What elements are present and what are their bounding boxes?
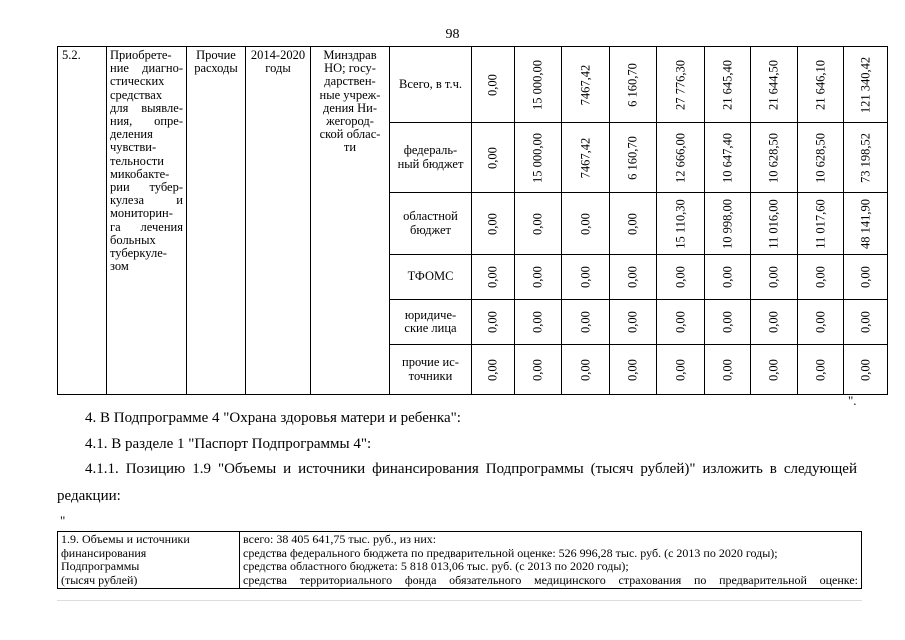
amount-cell — [798, 193, 844, 255]
amount-value: 10 998,00 — [719, 198, 734, 249]
amount-cell — [705, 193, 751, 255]
amount-cell — [610, 123, 657, 193]
amount-cell — [515, 47, 562, 123]
amount-value: 0,00 — [672, 311, 687, 333]
table-row — [58, 47, 888, 123]
amount-cell — [751, 255, 798, 300]
financing-table — [57, 46, 888, 395]
amount-value: 0,00 — [530, 358, 545, 381]
executor-line: НО; госу- — [324, 61, 376, 76]
executor-line: дения Ни- — [322, 100, 378, 115]
period-cell — [246, 47, 311, 395]
amount-cell — [798, 47, 844, 123]
funding-source-cell — [390, 123, 472, 193]
amount-value: 0,00 — [857, 358, 872, 381]
description-line: га лечения — [110, 219, 183, 234]
amount-value: 15 000,00 — [530, 59, 545, 110]
passport-label-line: 1.9. Объемы и источники — [61, 532, 190, 546]
amount-cell — [562, 123, 610, 193]
amount-value: 121 340,42 — [857, 56, 872, 113]
amount-cell — [562, 193, 610, 255]
amount-value: 21 645,40 — [719, 59, 734, 110]
amount-value: 0,00 — [485, 266, 500, 288]
amount-value: 0,00 — [485, 212, 500, 235]
funding-source-line: ТФОМС — [407, 269, 454, 284]
amount-cell — [610, 47, 657, 123]
period-line: 2014-2020 — [250, 48, 306, 62]
amount-value: 0,00 — [625, 212, 640, 235]
description-line: для выявле- — [110, 100, 183, 115]
amount-cell — [657, 123, 705, 193]
paragraph-subprogram-4: 4. В Подпрограмме 4 "Охрана здоровья матери и ребенка": — [85, 410, 461, 426]
amount-value: 7467,42 — [577, 137, 592, 178]
amount-value: 15 110,30 — [672, 198, 687, 249]
paragraph-edition: редакции: — [57, 488, 121, 504]
amount-cell — [798, 345, 844, 395]
amount-cell — [844, 193, 888, 255]
amount-cell — [705, 345, 751, 395]
passport-value-line: средства областного бюджета: 5 818 013,06 тыс. руб. (с 2013 по 2020 годы); — [243, 559, 629, 573]
amount-value: 0,00 — [577, 358, 592, 381]
amount-value: 7467,42 — [577, 64, 592, 105]
page-number: 98 — [445, 27, 460, 42]
description-line: ние диагно- — [110, 61, 183, 76]
paragraph-position-1-9: 4.1.1. Позицию 1.9 "Объемы и источники финансирования Подпрограммы (тысяч рублей)" изложить в следующей — [85, 461, 857, 477]
description-line: зом — [110, 259, 129, 274]
amount-cell — [751, 300, 798, 345]
amount-value: 10 628,50 — [812, 132, 827, 183]
amount-value: 0,00 — [530, 266, 545, 288]
amount-value: 21 644,50 — [766, 59, 781, 110]
amount-cell — [472, 255, 515, 300]
description-line: микобакте- — [110, 166, 170, 181]
funding-source-line: Всего, в т.ч. — [399, 76, 462, 91]
amount-cell — [472, 47, 515, 123]
executor-line: Минздрав — [323, 48, 377, 62]
amount-value: 0,00 — [530, 212, 545, 235]
amount-value: 0,00 — [577, 266, 592, 288]
amount-cell — [515, 123, 562, 193]
funding-source-line: точники — [408, 368, 453, 383]
amount-value: 21 646,10 — [812, 59, 827, 110]
description-line: туберкуле- — [110, 246, 167, 261]
period-line: годы — [265, 61, 291, 76]
amount-value: 0,00 — [812, 266, 827, 288]
measure-description-cell — [107, 47, 187, 395]
funding-source-cell — [390, 255, 472, 300]
amount-cell — [844, 300, 888, 345]
funding-source-cell — [390, 193, 472, 255]
amount-value: 0,00 — [766, 311, 781, 333]
description-line: Приобрете- — [110, 48, 172, 62]
amount-value: 0,00 — [672, 358, 687, 381]
amount-cell — [751, 123, 798, 193]
amount-cell — [472, 345, 515, 395]
amount-cell — [705, 255, 751, 300]
amount-value: 27 776,30 — [672, 59, 687, 110]
amount-value: 0,00 — [812, 311, 827, 333]
expense-type-line: расходы — [194, 61, 238, 76]
amount-cell — [562, 255, 610, 300]
amount-value: 11 016,00 — [766, 198, 781, 249]
amount-cell — [751, 193, 798, 255]
passport-table — [57, 531, 862, 589]
passport-label-line: (тысяч рублей) — [61, 572, 138, 587]
description-line: стических — [110, 74, 165, 89]
amount-cell — [844, 123, 888, 193]
amount-cell — [751, 345, 798, 395]
amount-value: 0,00 — [719, 266, 734, 288]
passport-label-line: Подпрограммы — [61, 559, 140, 573]
executor-line: жегород- — [326, 114, 374, 129]
amount-value: 0,00 — [485, 358, 500, 381]
amount-cell — [798, 255, 844, 300]
amount-value: 0,00 — [766, 358, 781, 381]
amount-cell — [657, 300, 705, 345]
description-line: тельности — [110, 153, 164, 168]
amount-value: 0,00 — [485, 73, 500, 96]
amount-value: 48 141,90 — [857, 198, 872, 249]
executor-line: ные учреж- — [319, 87, 381, 102]
amount-cell — [515, 255, 562, 300]
amount-value: 0,00 — [485, 311, 500, 333]
amount-cell — [844, 345, 888, 395]
amount-cell — [472, 300, 515, 345]
executor-line: дарствен- — [324, 74, 376, 89]
opening-quote: " — [60, 513, 66, 528]
passport-value-cell — [240, 532, 862, 589]
description-line: чувстви- — [110, 140, 157, 155]
funding-source-cell — [390, 300, 472, 345]
description-line: ния, опре- — [110, 114, 183, 129]
paragraph-section-1: 4.1. В разделе 1 "Паспорт Подпрограммы 4": — [85, 436, 372, 452]
amount-value: 0,00 — [625, 358, 640, 381]
amount-cell — [844, 255, 888, 300]
row-number: 5.2. — [62, 48, 81, 62]
funding-source-line: прочие ис- — [402, 355, 459, 370]
funding-source-cell — [390, 345, 472, 395]
amount-cell — [562, 300, 610, 345]
amount-value: 12 666,00 — [672, 132, 687, 183]
amount-cell — [515, 300, 562, 345]
description-line: рии тубер- — [110, 180, 183, 195]
funding-source-line: юридиче- — [404, 307, 457, 322]
amount-value: 0,00 — [577, 212, 592, 235]
expense-type-line: Прочие — [196, 48, 236, 62]
amount-value: 10 628,50 — [766, 132, 781, 183]
page-bottom-line — [57, 600, 862, 601]
funding-source-line: ские лица — [404, 321, 457, 335]
amount-value: 0,00 — [672, 266, 687, 288]
amount-value: 11 017,60 — [812, 198, 827, 249]
amount-value: 0,00 — [719, 311, 734, 333]
amount-cell — [610, 255, 657, 300]
amount-cell — [472, 123, 515, 193]
amount-value: 6 160,70 — [625, 62, 640, 107]
amount-cell — [657, 193, 705, 255]
row-number-cell — [58, 47, 107, 395]
amount-value: 0,00 — [857, 311, 872, 333]
amount-cell — [657, 47, 705, 123]
amount-cell — [705, 123, 751, 193]
amount-cell — [844, 47, 888, 123]
funding-source-line: федераль- — [403, 143, 458, 158]
amount-cell — [610, 345, 657, 395]
description-line: деления — [110, 127, 153, 142]
amount-cell — [562, 345, 610, 395]
description-line: кулеза и — [110, 193, 183, 208]
amount-cell — [562, 47, 610, 123]
funding-source-line: ный бюджет — [397, 156, 464, 171]
amount-value: 0,00 — [625, 311, 640, 333]
description-line: средствах — [110, 87, 163, 102]
funding-source-cell — [390, 47, 472, 123]
amount-cell — [705, 47, 751, 123]
executor-cell — [311, 47, 390, 395]
amount-cell — [515, 345, 562, 395]
amount-value: 0,00 — [857, 266, 872, 288]
expense-type-cell — [187, 47, 246, 395]
amount-value: 15 000,00 — [530, 132, 545, 183]
amount-cell — [798, 300, 844, 345]
amount-cell — [798, 123, 844, 193]
amount-cell — [515, 193, 562, 255]
amount-value: 6 160,70 — [625, 135, 640, 180]
amount-cell — [657, 255, 705, 300]
amount-value: 0,00 — [719, 358, 734, 381]
passport-label-line: финансирования — [61, 545, 147, 560]
amount-value: 0,00 — [625, 266, 640, 288]
executor-line: ской облас- — [319, 127, 381, 142]
amount-cell — [751, 47, 798, 123]
amount-cell — [705, 300, 751, 345]
amount-cell — [472, 193, 515, 255]
passport-value-line: средства федерального бюджета по предварительной оценке: 526 996,28 тыс. руб. (с 2013 по 2020 годы); — [243, 545, 778, 560]
passport-row — [58, 532, 862, 589]
amount-value: 0,00 — [766, 266, 781, 288]
funding-source-line: областной — [403, 209, 458, 224]
amount-value: 0,00 — [530, 311, 545, 333]
amount-cell — [657, 345, 705, 395]
description-line: мониторин- — [110, 206, 173, 221]
passport-value-line: средства территориального фонда обязательного медицинского страхования по предварительной оценке: — [243, 572, 858, 587]
amount-cell — [610, 300, 657, 345]
amount-value: 73 198,52 — [857, 132, 872, 183]
funding-source-line: бюджет — [410, 222, 451, 237]
amount-value: 0,00 — [485, 146, 500, 169]
amount-cell — [610, 193, 657, 255]
amount-value: 10 647,40 — [719, 132, 734, 183]
closing-quote: ". — [848, 393, 857, 408]
amount-value: 0,00 — [812, 358, 827, 381]
description-line: больных — [110, 232, 156, 247]
executor-line: ти — [343, 140, 357, 155]
passport-value-line: всего: 38 405 641,75 тыс. руб., из них: — [243, 532, 437, 546]
passport-label-cell — [58, 532, 240, 589]
amount-value: 0,00 — [577, 311, 592, 333]
